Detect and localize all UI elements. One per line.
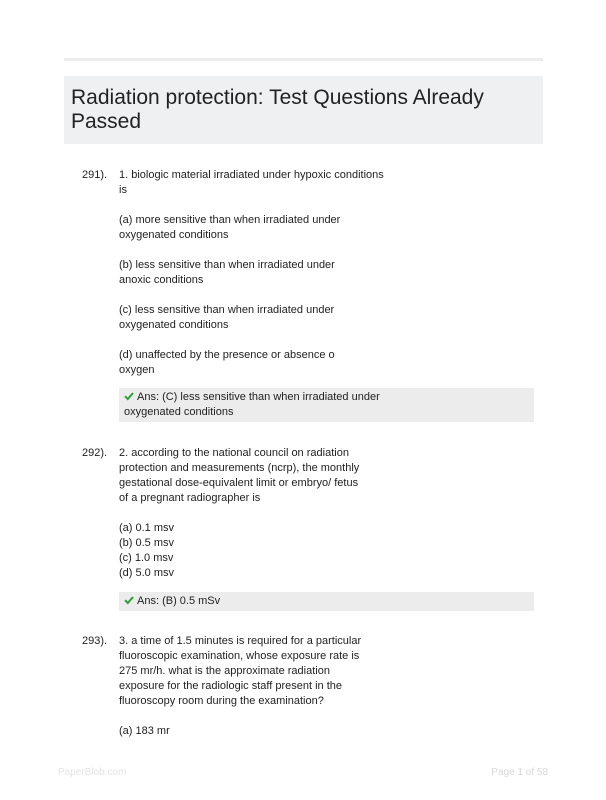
stem-line: protection and measurements (ncrp), the monthly [119,462,360,474]
top-divider [64,58,543,61]
option-line: anoxic conditions [119,274,204,286]
page-title-line: Passed [71,110,142,133]
question-number: 292). [82,447,108,459]
option-a [119,213,389,243]
option-line: oxygen [119,364,155,376]
stem-line: 2. according to the national council on radiation [119,447,349,459]
answer-text: Ans: (B) 0.5 mSv [137,595,221,607]
option-b: (b) 0.5 msv [119,537,175,549]
answer-line [124,390,534,405]
question-number: 293). [82,635,108,647]
question-stem [119,634,389,709]
option-line: oxygenated conditions [119,319,229,331]
option-line: oxygenated conditions [119,229,229,241]
option-d [119,348,389,378]
answer-line [124,594,534,609]
check-icon [124,391,134,401]
footer-watermark: PaperBlob.com [58,767,127,778]
page-title [71,86,531,134]
answer-line: oxygenated conditions [124,406,234,418]
option-line: (a) more sensitive than when irradiated under [119,214,341,226]
option-c: (c) 1.0 msv [119,552,174,564]
page-title-line: Radiation protection: Test Questions Already [71,86,484,109]
question-body [119,634,389,739]
answer-box [119,592,534,611]
option-d: (d) 5.0 msv [119,567,175,579]
stem-line: 275 mr/h. what is the approximate radiation [119,665,330,677]
stem-line: of a pregnant radiographer is [119,492,261,504]
options-list [119,521,389,581]
option-a: (a) 183 mr [119,725,170,737]
question-body [119,446,389,581]
question-stem [119,168,389,198]
option-line: (c) less sensitive than when irradiated under [119,304,335,316]
answer-text: Ans: (C) less sensitive than when irradiated under [137,391,380,403]
stem-line: fluoroscopy room during the examination? [119,695,324,707]
stem-line: gestational dose-equivalent limit or embryo/ fetus [119,477,359,489]
option-b [119,258,389,288]
options-list [119,724,389,739]
stem-line: 1. biologic material irradiated under hypoxic conditions [119,169,384,181]
check-icon [124,595,134,605]
question-body [119,168,389,378]
question-stem [119,446,389,506]
stem-line: is [119,184,127,196]
option-a: (a) 0.1 msv [119,522,175,534]
question-number: 291). [82,169,108,181]
option-line: (d) unaffected by the presence or absence o [119,349,335,361]
answer-box [119,388,534,422]
option-c [119,303,389,333]
stem-line: fluoroscopic examination, whose exposure rate is [119,650,360,662]
page-indicator: Page 1 of 58 [491,767,548,778]
option-line: (b) less sensitive than when irradiated under [119,259,335,271]
stem-line: 3. a time of 1.5 minutes is required for a particular [119,635,362,647]
stem-line: exposure for the radiologic staff present in the [119,680,342,692]
